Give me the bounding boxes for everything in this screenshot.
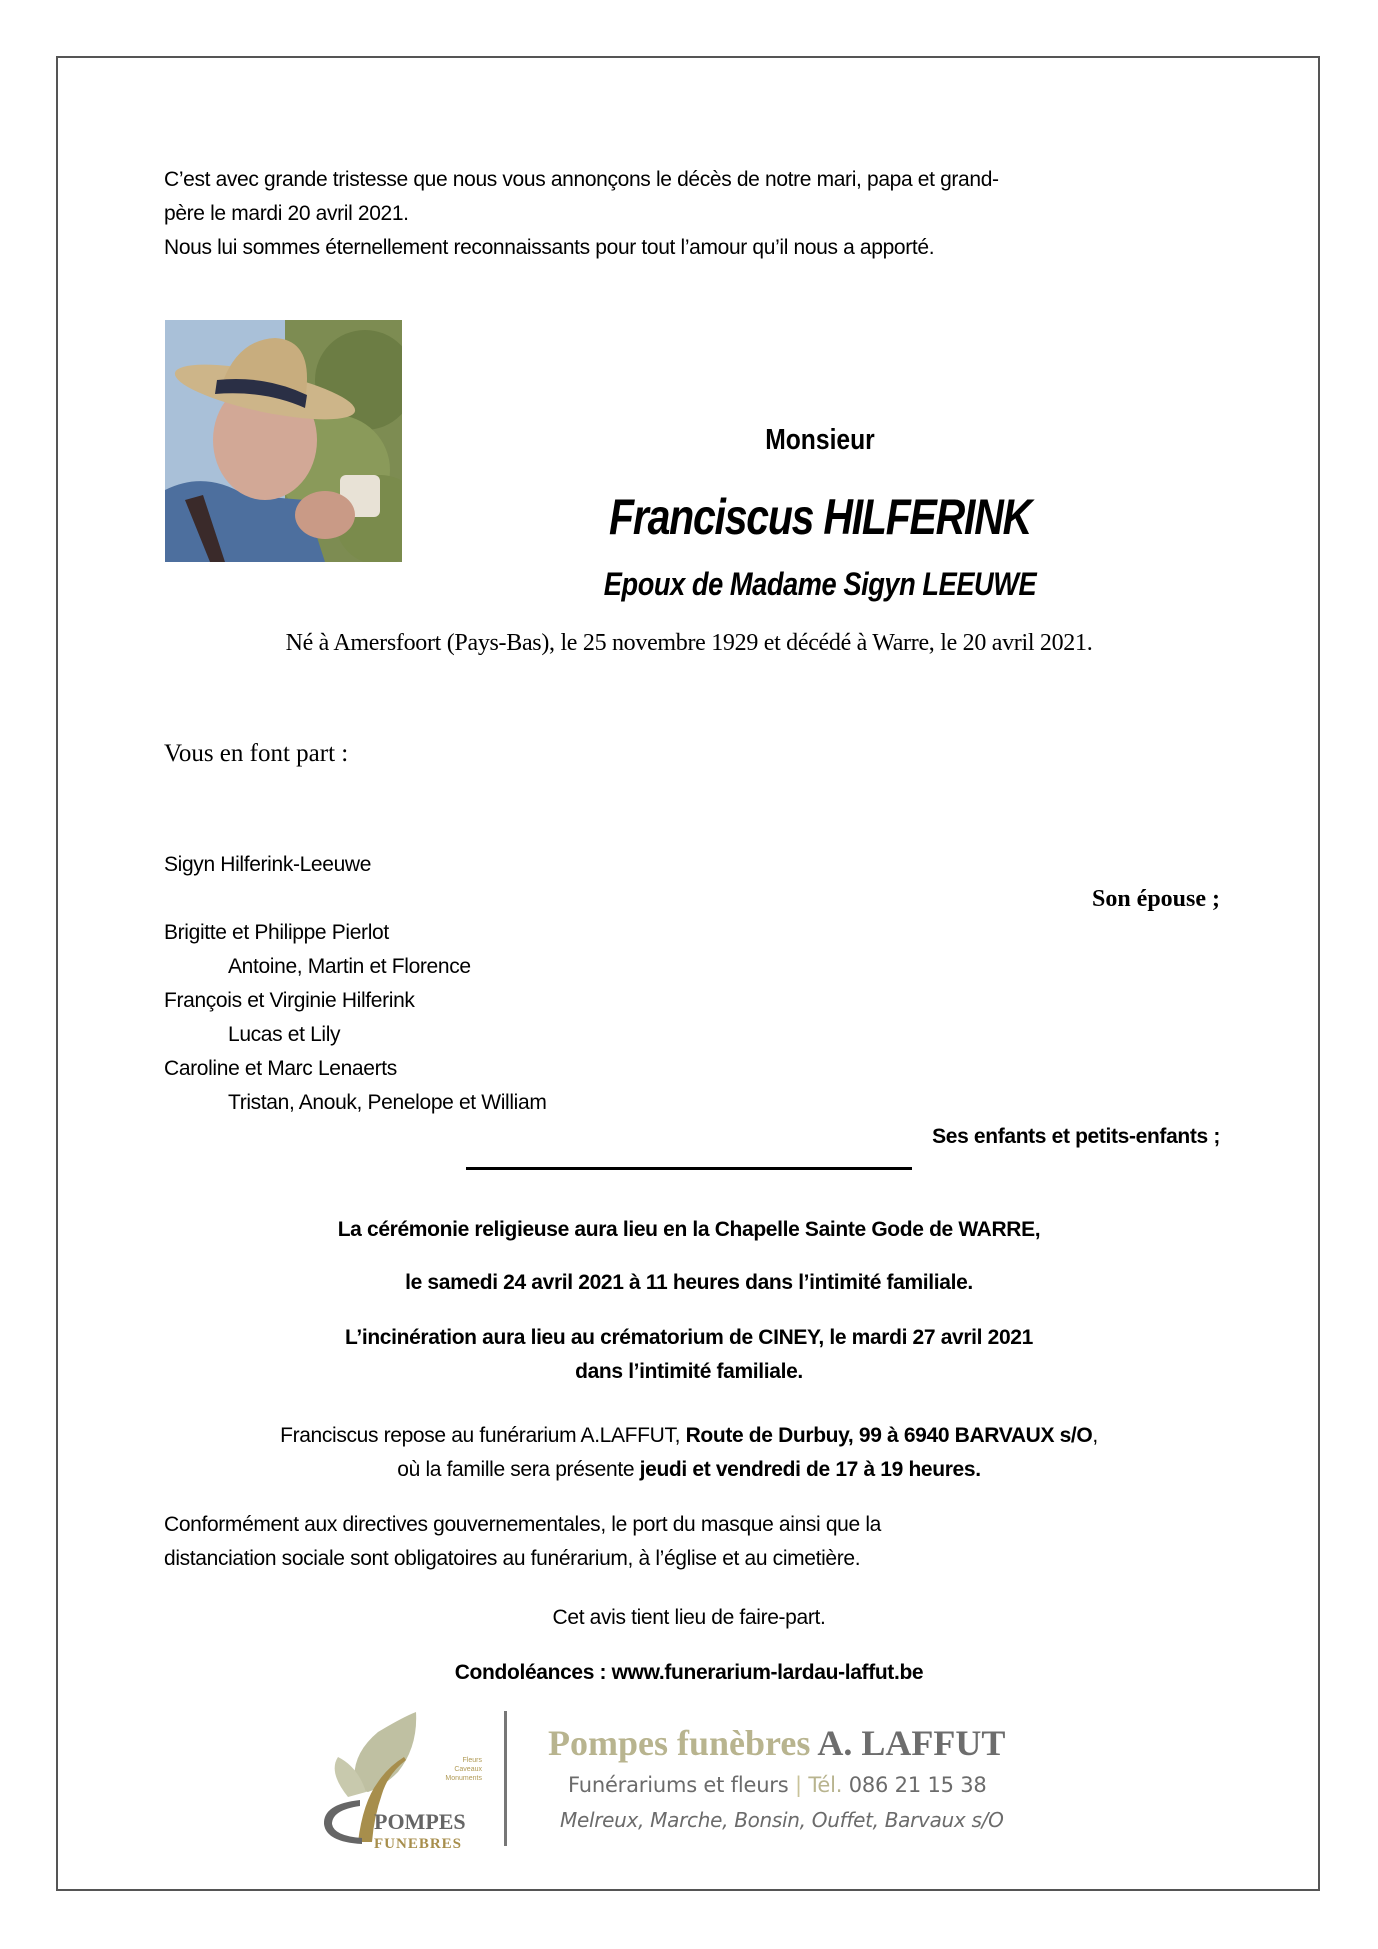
visitation-address: Route de Durbuy, 99 à 6940 BARVAUX s/O: [685, 1424, 1093, 1447]
brand-name: [548, 1722, 1005, 1764]
logo-separator: [504, 1711, 507, 1846]
notice-line-2: distanciation sociale sont obligatoires au funérarium, à l’église et au cimetière.: [164, 1547, 861, 1570]
ceremony-line-1: La cérémonie religieuse aura lieu en la Chapelle Sainte Gode de WARRE,: [337, 1218, 1041, 1241]
intro-line-2: père le mardi 20 avril 2021.: [164, 202, 409, 225]
logo-tagline-1: Fleurs: [462, 1757, 482, 1764]
family-intro: Vous en font part :: [164, 740, 349, 767]
visitation-comma: ,: [1092, 1424, 1098, 1447]
brand-name-dark: A. LAFFUT: [817, 1723, 1006, 1763]
visitation-line-1: [164, 1424, 1214, 1448]
spouse-line: Epoux de Madame Sigyn LEEUWE: [603, 566, 1037, 602]
leaf-logo-icon: [318, 1712, 498, 1852]
deceased-title: Monsieur: [765, 424, 875, 456]
brand-pipe: |: [794, 1773, 809, 1797]
notice-line-1: Conformément aux directives gouvernementales, le port du masque ainsi que la: [164, 1513, 881, 1536]
intro-line-1: C’est avec grande tristesse que nous vous annonçons le décès de notre mari, papa et grand-: [164, 168, 999, 191]
brand-locations: Melreux, Marche, Bonsin, Ouffet, Barvaux s/O: [560, 1808, 1004, 1832]
grandchildren-2: Lucas et Lily: [228, 1023, 341, 1046]
child-family-1: Brigitte et Philippe Pierlot: [164, 921, 389, 944]
portrait-image: [165, 320, 402, 562]
logo-word-pompes: POMPES: [374, 1809, 466, 1834]
funeral-home-logo: [318, 1712, 498, 1852]
deceased-name: Franciscus HILFERINK: [609, 489, 1031, 545]
logo-tagline-3: Monuments: [445, 1775, 482, 1782]
logo-word-funebres: FUNEBRES: [374, 1836, 463, 1852]
brand-services: Funérariums et fleurs: [568, 1773, 795, 1797]
intro-line-3: Nous lui sommes éternellement reconnaissants pour tout l’amour qu’il nous a apporté.: [164, 236, 935, 259]
visitation-location-text: Franciscus repose au funérarium A.LAFFUT,: [280, 1424, 686, 1447]
visitation-line-2: [164, 1458, 1214, 1482]
phone-number[interactable]: 086 21 15 38: [848, 1773, 987, 1797]
child-family-2: François et Virginie Hilferink: [164, 989, 415, 1012]
visitation-hours: jeudi et vendredi de 17 à 19 heures.: [639, 1458, 981, 1481]
brand-name-light: Pompes funèbres: [548, 1723, 818, 1763]
grandchildren-3: Tristan, Anouk, Penelope et William: [228, 1091, 547, 1114]
birth-death-line: Né à Amersfoort (Pays-Bas), le 25 novembre 1929 et décédé à Warre, le 20 avril 2021.: [285, 630, 1093, 656]
child-family-3: Caroline et Marc Lenaerts: [164, 1057, 397, 1080]
cremation-line-2: dans l’intimité familiale.: [575, 1360, 803, 1383]
ceremony-line-2: le samedi 24 avril 2021 à 11 heures dans l’intimité familiale.: [405, 1271, 973, 1294]
grandchildren-1: Antoine, Martin et Florence: [228, 955, 471, 978]
section-divider: [466, 1167, 912, 1170]
spouse-name: Sigyn Hilferink-Leeuwe: [164, 853, 372, 876]
spouse-relation: Son épouse ;: [1091, 886, 1220, 912]
faire-part-note: Cet avis tient lieu de faire-part.: [552, 1606, 826, 1629]
deceased-photo: [165, 320, 402, 562]
children-relation: Ses enfants et petits-enfants ;: [932, 1125, 1220, 1148]
cremation-line-1: L’incinération aura lieu au crématorium de CINEY, le mardi 27 avril 2021: [345, 1326, 1033, 1349]
logo-tagline-2: Caveaux: [454, 1766, 482, 1773]
brand-subtitle: [568, 1773, 987, 1797]
visitation-presence-text: où la famille sera présente: [397, 1458, 640, 1481]
phone-label: Tél.: [808, 1773, 849, 1797]
condolences-link[interactable]: Condoléances : www.funerarium-lardau-laffut.be: [454, 1661, 924, 1684]
